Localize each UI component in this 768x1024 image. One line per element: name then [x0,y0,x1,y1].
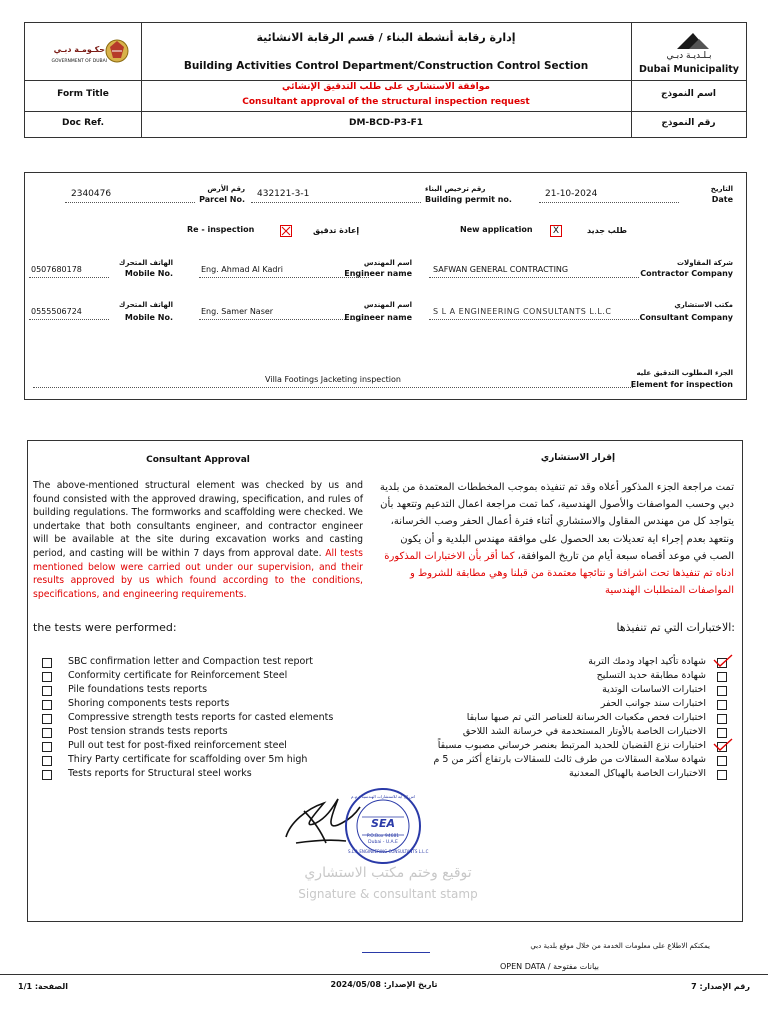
approval-statement-arabic [374,479,734,599]
mobile-label-arabic: الهاتف المتحرك [118,259,173,267]
divider [25,80,746,81]
date-label: Date [711,195,733,204]
service-info-text: يمكنكم الاطلاع على معلومات الخدمة من خلال موقع بلدية دبي [530,942,710,950]
test-checkbox-arabic[interactable] [717,756,727,766]
test-item-label: Pull out test for post-fixed reinforcement steel [68,740,287,751]
cross-mark-icon [281,226,291,236]
department-title-arabic: إدارة رقابة أنشطة البناء / قسم الرقابة الانشائية [256,31,516,44]
new-application-label-arabic: طلب جديد [587,226,628,235]
check-mark-icon [712,738,734,752]
new-application-checkbox[interactable]: X [550,225,562,237]
dm-logo-icon [637,29,741,51]
consultant-stamp [344,787,429,865]
test-checkbox[interactable] [42,742,52,752]
stamp-arabic-name: اس ال ايه للاستشارات الهندسية ذ.م.م [351,794,415,799]
test-item-label: Conformity certificate for Reinforcement Steel [68,670,288,681]
approval-heading: Consultant Approval [146,455,250,465]
gov-arabic-text: حكـومـة دبـي [53,45,105,54]
reinspection-checkbox[interactable] [280,225,292,237]
consultant-approval-box [27,440,743,922]
permit-underline [251,202,421,203]
contractor-label: Contractor Company [640,269,733,278]
application-details-box [24,172,747,400]
engineer-label: Engineer name [344,313,412,322]
underline [33,387,633,388]
test-item-label: Thiry Party certificate for scaffolding over 5m high [68,754,308,765]
test-item-label: Shoring components tests reports [68,698,230,709]
element-for-inspection-value[interactable]: Villa Footings Jacketing inspection [265,375,401,384]
header-table [24,22,747,138]
test-item-label: Post tension strands tests reports [68,726,228,737]
mobile-label-arabic: الهاتف المتحرك [118,301,173,309]
test-item-label-arabic: اختبارات سند جوانب الحفر [600,698,706,709]
test-item-label: SBC confirmation letter and Compaction test report [68,656,313,667]
mobile-label: Mobile No. [124,269,173,278]
engineer-label-arabic: اسم المهندس [363,259,412,267]
mobile-label: Mobile No. [124,313,173,322]
stamp-po-box: P.O.Box 94681 [366,834,400,839]
open-data-link-underline [362,952,430,953]
test-checkbox[interactable] [42,672,52,682]
doc-ref-label: Doc Ref. [62,118,104,128]
form-title-english: Consultant approval of the structural inspection request [242,97,530,107]
new-application-label: New application [460,225,533,234]
dm-english-text: Dubai Municipality [638,64,739,75]
test-checkbox[interactable] [42,728,52,738]
test-item-label: Tests reports for Structural steel works [68,768,252,779]
test-checkbox-arabic[interactable] [717,672,727,682]
engineer-label: Engineer name [344,269,412,278]
test-item-label-arabic: الاختبارات الخاصة بالهياكل المعدنية [569,768,706,779]
building-permit-value[interactable]: 432121-3-1 [257,189,310,199]
consultant-mobile-value[interactable]: 0555506724 [31,307,82,316]
tests-heading: the tests were performed: [33,621,177,634]
date-label-arabic: التاريخ [710,185,733,193]
doc-ref-value: DM-BCD-P3-F1 [348,118,423,128]
government-of-dubai-logo [31,31,135,75]
contractor-label-arabic: شركة المقاولات [677,259,733,267]
test-item-label-arabic: اختبارات نزع القضبان للحديد المرتبط بعنصر خرساني مصبوب مسبقاً [437,740,706,751]
gov-english-text: GOVERNMENT OF DUBAI [51,59,107,64]
page-number: الصفحة: 1/1 [18,982,69,991]
issue-date: تاريخ الإصدار: 2024/05/08 [330,980,438,989]
test-item-label-arabic: اختبارات الاساسات الوتدية [602,684,706,695]
test-checkbox[interactable] [42,714,52,724]
test-checkbox[interactable] [42,700,52,710]
check-mark-icon [712,654,734,668]
approval-text-arabic-red: كما أقر بأن الاختبارات المذكورة ادناه تم تنفيذها تحت اشرافنا و نتائجها معتمدة من قبلنا وهي مطابقة للشروط و المواصفات المتطلبات الهندسية [384,550,734,597]
test-item-label: Compressive strength tests reports for casted elements [68,712,334,723]
engineer-label-arabic: اسم المهندس [363,301,412,309]
doc-ref-label-arabic: رقم النموذج [661,118,716,128]
test-checkbox-arabic[interactable] [717,686,727,696]
footer-divider [0,974,768,975]
test-checkbox-arabic[interactable] [717,728,727,738]
date-underline [539,202,679,203]
dubai-municipality-logo [637,29,741,77]
consultant-engineer-value[interactable]: Eng. Samer Naser [201,307,274,316]
contractor-company-value[interactable]: SAFWAN GENERAL CONTRACTING [433,265,569,274]
test-checkbox-arabic[interactable] [717,714,727,724]
test-item-label-arabic: اختبارات فحص مكعبات الخرسانة للعناصر التي تم صبها سابقا [466,712,706,723]
test-checkbox[interactable] [42,686,52,696]
signature-label: Signature & consultant stamp [298,887,478,901]
issue-number: رقم الإصدار: 7 [691,982,750,991]
form-title-label: Form Title [57,89,109,99]
date-value[interactable]: 21-10-2024 [545,189,598,199]
test-checkbox-arabic[interactable] [717,700,727,710]
building-permit-label: Building permit no. [425,195,512,204]
department-title-english: Building Activities Control Department/Construction Control Section [183,60,589,72]
test-checkbox[interactable] [42,770,52,780]
permit-label-arabic: رقم ترخيص البناء [425,185,486,193]
consultant-label-arabic: مكتب الاستشاري [674,301,733,309]
parcel-label: Parcel No. [199,195,245,204]
test-item-label-arabic: شهادة سلامة السقالات من طرف ثالث للسقالات بارتفاع أكثر من 5 م [433,754,706,765]
consultant-label: Consultant Company [639,313,733,322]
element-label: Element for inspection [630,380,733,389]
contractor-mobile-value[interactable]: 0507680178 [31,265,82,274]
stamp-company-name: S.L.A ENGINEERING CONSULTANTS L.L.C [348,849,429,854]
signature-label-arabic: توقيع وختم مكتب الاستشاري [304,865,472,881]
contractor-engineer-value[interactable]: Eng. Ahmad Al Kadri [201,265,283,274]
test-item-label-arabic: شهادة مطابقة حديد التسليح [596,670,706,681]
parcel-label-arabic: رقم الأرض [207,185,245,193]
approval-heading-arabic: إقرار الاستشاري [540,453,616,463]
test-item-label-arabic: شهادة تأكيد اجهاد ودمك التربة [588,656,706,667]
parcel-number-value[interactable]: 2340476 [71,189,112,199]
approval-text-red: All tests mentioned below were carried out under our supervision, and their results approved by us which found according to the conditions, specifications, and engineering requirements. [33,547,363,600]
form-title-label-arabic: اسم النموذج [660,89,717,99]
underline [429,319,639,320]
element-label-arabic: الجزء المطلوب التدقيق عليه [636,369,733,377]
consultant-company-value[interactable]: S L A ENGINEERING CONSULTANTS L.L.C [433,307,612,316]
divider [25,111,746,112]
test-checkbox[interactable] [42,756,52,766]
test-item-label-arabic: الاختبارات الخاصة بالأوتار المستخدمة في خرسانة الشد اللاحق [462,726,706,737]
test-checkbox-arabic[interactable] [717,770,727,780]
underline [429,277,639,278]
tests-heading-arabic: الاختبارات التي تم تنفيذها: [616,621,735,634]
stamp-city: Dubai - U.A.E [368,840,398,845]
reinspection-label-arabic: إعادة تدقيق [313,226,360,235]
reinspection-label: Re - inspection [187,225,255,234]
approval-text: The above-mentioned structural element was checked by us and found consisted with the approved drawing, specification, and rules of building regulations. The formworks and scaffolding were checked. We undertake that both consultants engineer, and contractor engineer will be available at the site during excavation works and casting period, and casting will be within 7 days from approval date. [33,480,363,559]
approval-text-arabic: تمت مراجعة الجزء المذكور أعلاه وقد تم تنفيذه بموجب المخططات المعتمدة من بلدية دبي وحسب المواصفات والأصول الهندسية، كما تمت مراجعة اعمال التدعيم وتتعهد بأن يتواجد كل من مهندس المقاول والاستشاري أثناء فترة أعمال الحفر وصب الخرسانة، ونتعهد بعدم إجراء اية تعديلات بعد الحصول على موافقة مهندس البلدية و أن يكون الصب في موعد أقصاه سبعة أيام من تاريخ الموافقة، [379,482,734,562]
test-checkbox[interactable] [42,658,52,668]
approval-statement-english [33,479,363,601]
test-item-label: Pile foundations tests reports [68,684,208,695]
dm-arabic-text: بـلـديـة دبـي [666,51,712,61]
open-data-link[interactable]: OPEN DATA / بيانات مفتوحة [500,962,600,971]
stamp-logo-text: SEA [371,817,395,830]
form-title-arabic: موافقة الاستشاري على طلب التدقيق الإنشائي [282,82,490,92]
